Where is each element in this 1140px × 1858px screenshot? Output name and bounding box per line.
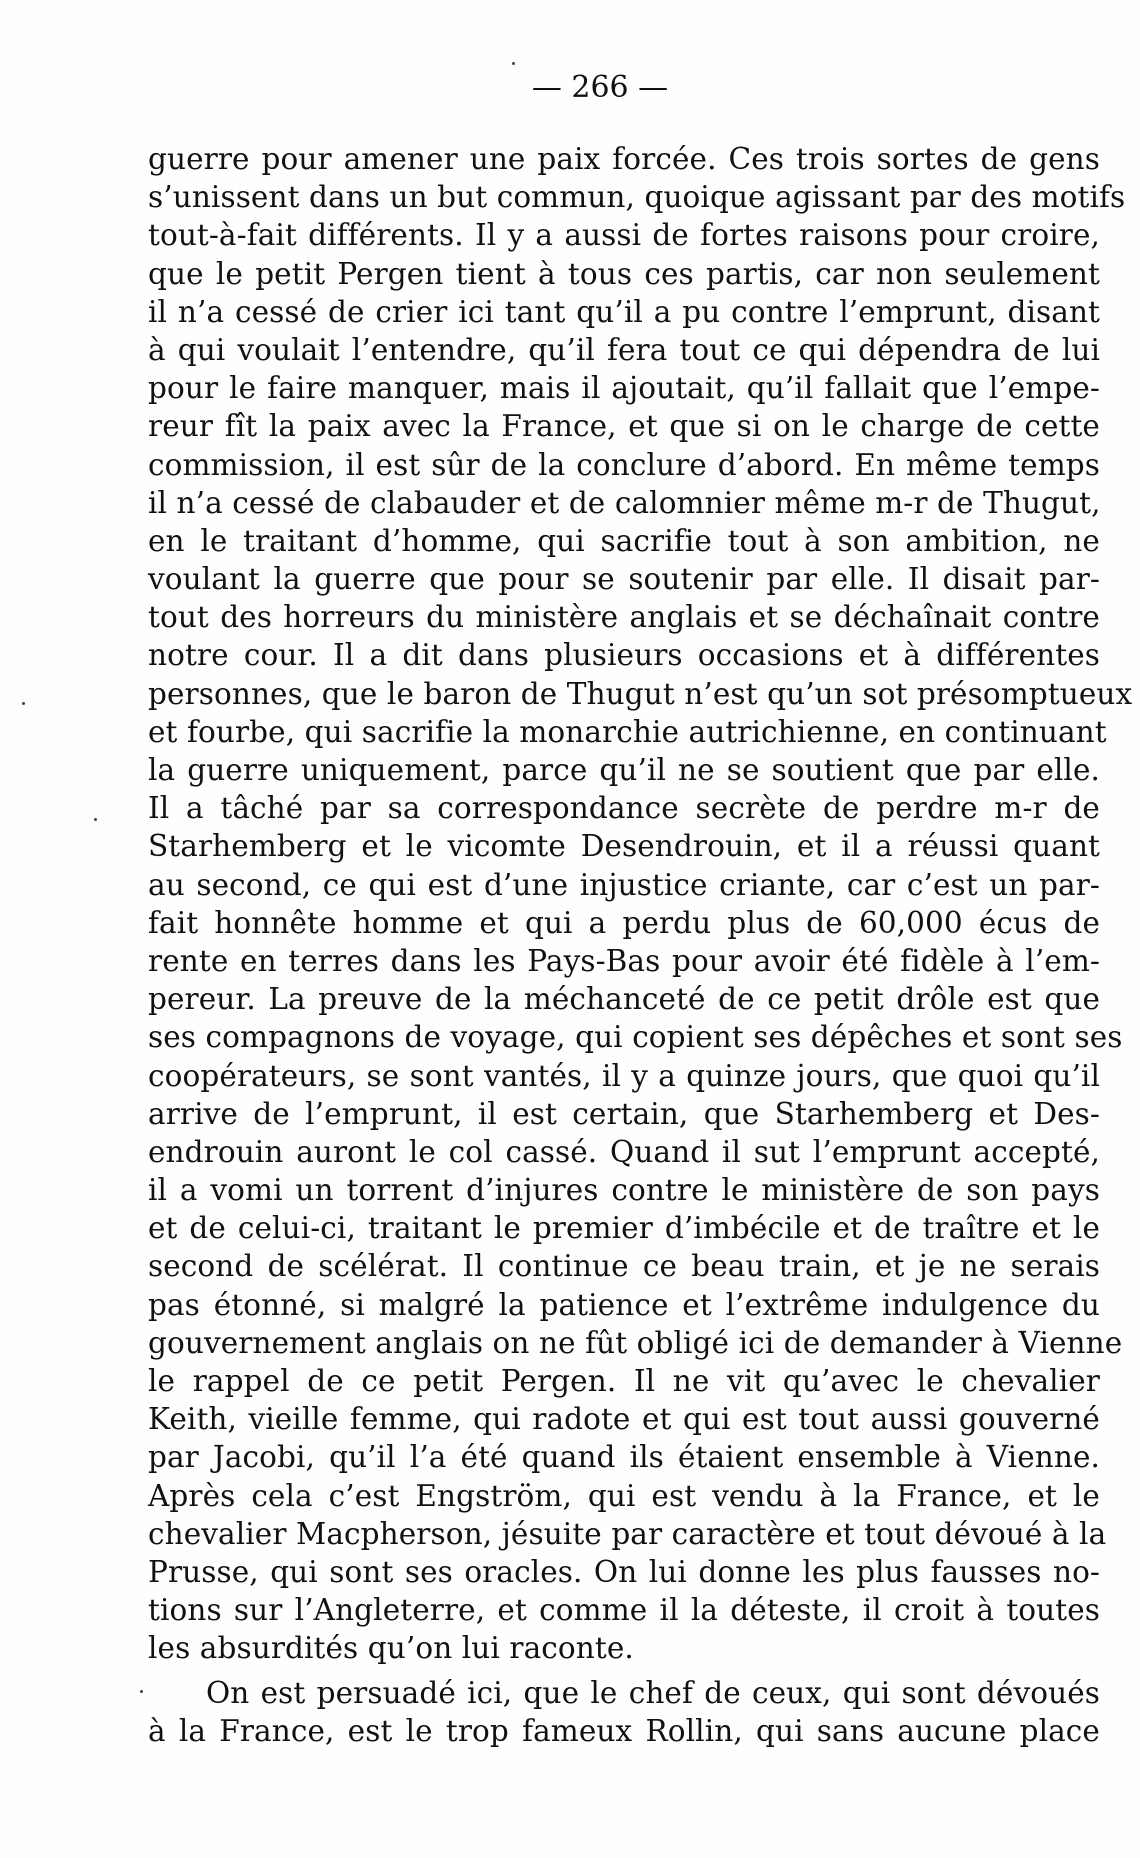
text-line: fait honnête homme et qui a perdu plus de 60,000 écus de	[148, 905, 1100, 940]
text-line: ses compagnons de voyage, qui copient ses dépêches et sont ses	[148, 1020, 1123, 1055]
text-line: On est persuadé ici, que le chef de ceux, qui sont dévoués	[206, 1675, 1100, 1710]
text-line: notre cour. Il a dit dans plusieurs occasions et à différentes	[148, 638, 1100, 673]
scan-speck	[512, 62, 515, 65]
text-line: tout-à-fait différents. Il y a aussi de fortes raisons pour croire,	[148, 218, 1100, 253]
scan-speck	[94, 818, 97, 821]
text-line: gouvernement anglais on ne fût obligé ici de demander à Vienne	[148, 1325, 1123, 1360]
text-line: il n’a cessé de clabauder et de calomnier même m-r de Thugut,	[148, 485, 1101, 520]
text-line: Il a tâché par sa correspondance secrète de perdre m-r de	[148, 791, 1100, 826]
text-line: Prusse, qui sont ses oracles. On lui donne les plus fausses no-	[148, 1554, 1100, 1589]
text-line: à la France, est le trop fameux Rollin, qui sans aucune place	[148, 1713, 1100, 1748]
text-line: guerre pour amener une paix forcée. Ces trois sortes de gens	[148, 142, 1100, 176]
text-line: reur fît la paix avec la France, et que si on le charge de cette	[148, 409, 1100, 444]
text-line: en le traitant d’homme, qui sacrifie tout à son ambition, ne	[148, 523, 1100, 558]
text-line: coopérateurs, se sont vantés, il y a quinze jours, que quoi qu’il	[148, 1058, 1100, 1093]
text-line: le rappel de ce petit Pergen. Il ne vit qu’avec le chevalier	[148, 1364, 1100, 1398]
text-line: rente en terres dans les Pays-Bas pour avoir été fidèle à l’em-	[148, 943, 1100, 978]
text-line: voulant la guerre que pour se soutenir par elle. Il disait par-	[148, 562, 1100, 597]
text-line: les absurdités qu’on lui raconte.	[148, 1631, 634, 1666]
text-line: personnes, que le baron de Thugut n’est qu’un sot présomptueux	[148, 676, 1133, 711]
scan-speck	[140, 1690, 143, 1693]
text-line: chevalier Macpherson, jésuite par caractère et tout dévoué à la	[148, 1516, 1107, 1551]
text-line: et fourbe, qui sacrifie la monarchie autrichienne, en continuant	[148, 714, 1107, 749]
text-line: tout des horreurs du ministère anglais et se déchaînait contre	[148, 600, 1100, 635]
page-number: — 266 —	[531, 70, 669, 105]
text-line: pereur. La preuve de la méchanceté de ce petit drôle est que	[148, 982, 1100, 1017]
text-line: commission, il est sûr de la conclure d’abord. En même temps	[148, 447, 1100, 482]
text-line: la guerre uniquement, parce qu’il ne se soutient que par elle.	[148, 753, 1100, 787]
text-line: il a vomi un torrent d’injures contre le ministère de son pays	[148, 1173, 1100, 1208]
text-line: que le petit Pergen tient à tous ces partis, car non seulement	[148, 256, 1100, 291]
paragraph	[148, 140, 1133, 1668]
text-line: pas étonné, si malgré la patience et l’extrême indulgence du	[148, 1287, 1100, 1322]
text-line: second de scélérat. Il continue ce beau train, et je ne serais	[148, 1249, 1100, 1284]
text-line: arrive de l’emprunt, il est certain, que Starhemberg et Des-	[148, 1096, 1100, 1131]
paragraph	[148, 1674, 1100, 1750]
body-text	[148, 140, 1133, 1750]
text-line: il n’a cessé de crier ici tant qu’il a pu contre l’emprunt, disant	[148, 294, 1100, 329]
text-line: pour le faire manquer, mais il ajoutait, qu’il fallait que l’empe-	[148, 371, 1100, 406]
text-line: par Jacobi, qu’il l’a été quand ils étaient ensemble à Vienne.	[148, 1440, 1100, 1475]
text-line: au second, ce qui est d’une injustice criante, car c’est un par-	[148, 867, 1100, 902]
text-line: tions sur l’Angleterre, et comme il la déteste, il croit à toutes	[148, 1593, 1100, 1628]
text-line: s’unissent dans un but commun, quoique agissant par des motifs	[148, 180, 1126, 215]
text-line: à qui voulait l’entendre, qu’il fera tout ce qui dépendra de lui	[148, 332, 1100, 367]
text-line: Keith, vieille femme, qui radote et qui est tout aussi gouverné	[148, 1402, 1100, 1437]
text-line: Après cela c’est Engström, qui est vendu à la France, et le	[148, 1478, 1100, 1513]
scan-speck	[22, 702, 25, 705]
text-line: endrouin auront le col cassé. Quand il sut l’emprunt accepté,	[148, 1134, 1100, 1169]
text-line: et de celui-ci, traitant le premier d’imbécile et de traître et le	[148, 1211, 1100, 1246]
text-line: Starhemberg et le vicomte Desendrouin, et il a réussi quant	[148, 829, 1100, 864]
